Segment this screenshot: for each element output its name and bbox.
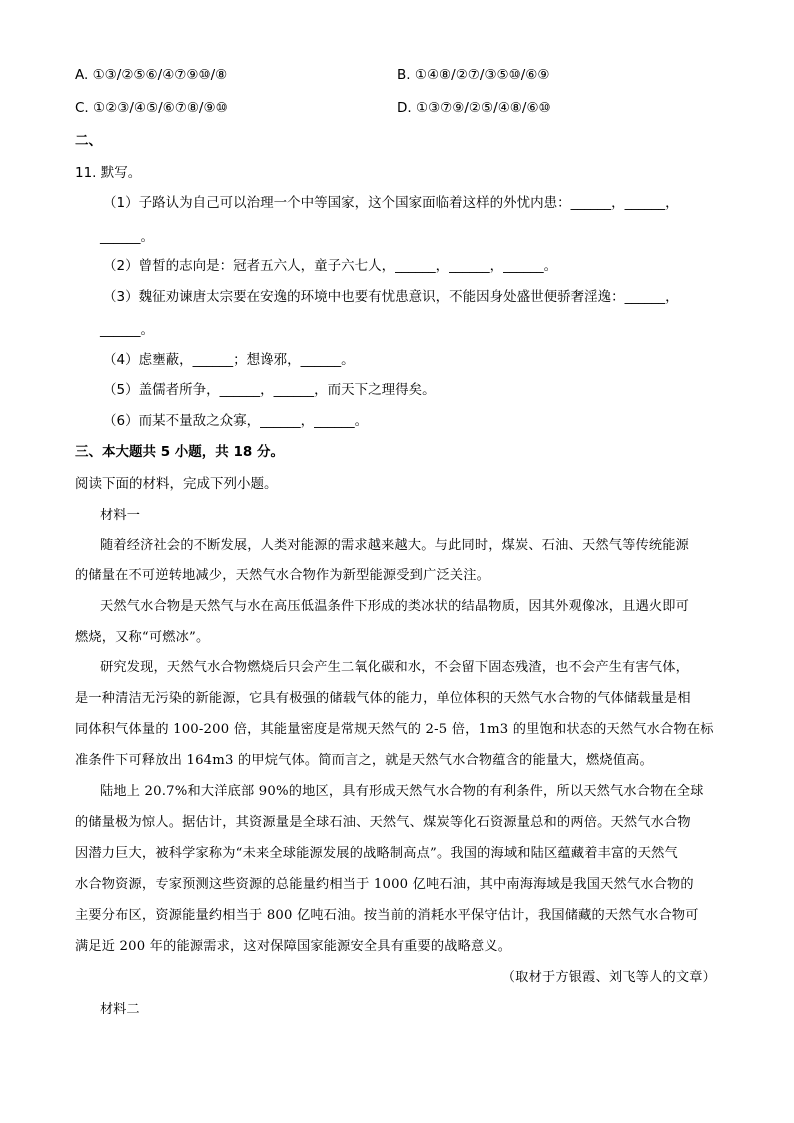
material1-line: 陆地上 20.7%和大洋底部 90%的地区，具有形成天然气水合物的有利条件，所以天然气水合物在全球 <box>100 784 704 799</box>
section2-heading: 二、 <box>75 133 102 149</box>
material1-line: 准条件下可释放出 164m3 的甲烷气体。简而言之，就是天然气水合物蕴含的能量大，燃烧值高。 <box>75 753 653 768</box>
section3-heading: 三、本大题共 5 小题，共 18 分。 <box>75 444 284 460</box>
q11-title: 11. 默写。 <box>75 165 142 181</box>
material1-line: 的储量在不可逆转地减少，天然气水合物作为新型能源受到广泛关注。 <box>75 568 491 583</box>
material1-line: 水合物资源，专家预测这些资源的总能量约相当于 1000 亿吨石油，其中南海海域是我国天然气水合物的 <box>75 877 694 892</box>
section3-instruction: 阅读下面的材料，完成下列小题。 <box>75 476 278 492</box>
material1-line: 的储量极为惊人。据估计，其资源量是全球石油、天然气、煤炭等化石资源量总和的两倍。天然气水合物 <box>75 815 691 830</box>
q11-item-2: （2）曾皙的志向是：冠者五六人，童子六七人，______，______，______。 <box>103 258 558 274</box>
material1-line: 同体积气体量的 100-200 倍，其能量密度是常规天然气的 2-5 倍，1m3 的里饱和状态的天然气水合物在标 <box>75 722 714 737</box>
option-a: A. ①③/②⑤⑥/④⑦⑨⑩/⑧ <box>75 67 228 83</box>
option-b: B. ①④⑧/②⑦/③⑤⑩/⑥⑨ <box>397 67 550 83</box>
q11-item-6: （6）而某不量敌之众寡，______，______。 <box>103 413 369 429</box>
material1-line: 随着经济社会的不断发展，人类对能源的需求越来越大。与此同时，煤炭、石油、天然气等传统能源 <box>100 538 690 553</box>
material1-line: 主要分布区，资源能量约相当于 800 亿吨石油。按当前的消耗水平保守估计，我国储藏的天然气水合物可 <box>75 908 699 923</box>
material1-source: （取材于方银霞、刘飞等人的文章） <box>501 970 716 985</box>
option-c: C. ①②③/④⑤/⑥⑦⑧/⑨⑩ <box>75 100 228 116</box>
material1-line: 因潜力巨大，被科学家称为“未来全球能源发展的战略制高点”。我国的海域和陆区蕴藏着丰富的天然气 <box>75 846 678 861</box>
material1-line: 是一种清洁无污染的新能源，它具有极强的储载气体的能力，单位体积的天然气水合物的气体储载量是相 <box>75 691 691 706</box>
q11-item-3-cont: ______。 <box>100 322 154 338</box>
material1-line: 天然气水合物是天然气与水在高压低温条件下形成的类冰状的结晶物质，因其外观像冰，且遇火即可 <box>100 599 690 614</box>
option-d: D. ①③⑦⑨/②⑤/④⑧/⑥⑩ <box>397 100 551 116</box>
q11-item-3: （3）魏征劝谏唐太宗要在安逸的环境中也要有忧患意识，不能因身处盛世便骄奢淫逸：______， <box>103 289 679 305</box>
material1-line: 研究发现，天然气水合物燃烧后只会产生二氧化碳和水，不会留下固态残渣，也不会产生有害气体， <box>100 660 690 675</box>
material1-line: 燃烧，又称“可燃冰”。 <box>75 630 210 645</box>
q11-item-1-cont: ______。 <box>100 229 154 245</box>
q11-item-5: （5）盖儒者所争，______，______，而天下之理得矣。 <box>103 382 436 398</box>
q11-item-1: （1）子路认为自己可以治理一个中等国家，这个国家面临着这样的外忧内患：______，______， <box>103 195 679 211</box>
material2-label: 材料二 <box>100 1002 140 1017</box>
material1-line: 满足近 200 年的能源需求，这对保障国家能源安全具有重要的战略意义。 <box>75 939 512 954</box>
material1-label: 材料一 <box>100 508 141 523</box>
q11-item-4: （4）虑壅蔽，______；想谗邪，______。 <box>103 352 355 368</box>
